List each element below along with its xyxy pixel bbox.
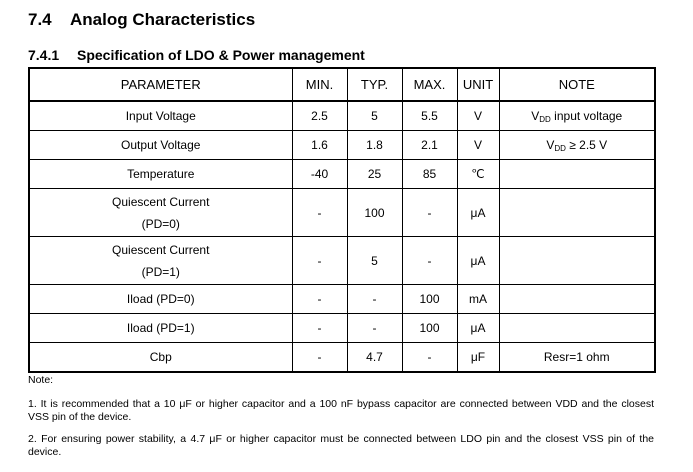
subsection-title: Specification of LDO & Power management	[77, 47, 365, 63]
note-text-suffix: input voltage	[550, 108, 623, 123]
table-row	[29, 343, 655, 373]
cell-unit: V	[457, 101, 499, 131]
cell-parameter	[29, 343, 292, 373]
cell-min: 2.5	[292, 101, 347, 131]
table-row	[29, 131, 655, 160]
header-parameter: PARAMETER	[29, 68, 292, 101]
note-subscript: DD	[539, 114, 551, 124]
header-min: MIN.	[292, 68, 347, 101]
parameter-line: Quiescent Current	[112, 242, 210, 257]
subsection-number: 7.4.1	[28, 47, 60, 63]
cell-parameter	[29, 285, 292, 314]
cell-note	[499, 101, 655, 131]
cell-min: -40	[292, 160, 347, 189]
table-body	[29, 101, 655, 372]
parameter-line: Output Voltage	[121, 138, 201, 152]
header-typ: TYP.	[347, 68, 402, 101]
cell-max: -	[402, 189, 457, 237]
cell-typ: 25	[347, 160, 402, 189]
note-text: V	[531, 108, 540, 123]
cell-note	[499, 285, 655, 314]
cell-max: 100	[402, 285, 457, 314]
cell-typ: 5	[347, 101, 402, 131]
parameter-line: Iload (PD=1)	[126, 321, 195, 335]
cell-unit: μA	[457, 314, 499, 343]
cell-typ: -	[347, 314, 402, 343]
cell-parameter	[29, 131, 292, 160]
table-row	[29, 314, 655, 343]
ldo-spec-table	[28, 67, 656, 373]
header-max: MAX.	[402, 68, 457, 101]
cell-max: 100	[402, 314, 457, 343]
note-item-1: 1. It is recommended that a 10 μF or higher capacitor and a 100 nF bypass capacitor are connected between VDD and the closest VSS pin of the device.	[28, 398, 654, 423]
note-text-suffix: ≥ 2.5 V	[565, 137, 608, 152]
cell-min: 1.6	[292, 131, 347, 160]
section-title: Analog Characteristics	[70, 10, 256, 29]
cell-parameter	[29, 189, 292, 237]
cell-min: -	[292, 237, 347, 285]
cell-max: 2.1	[402, 131, 457, 160]
header-unit: UNIT	[457, 68, 499, 101]
parameter-line: Quiescent Current	[112, 194, 210, 209]
cell-min: -	[292, 189, 347, 237]
header-note: NOTE	[499, 68, 655, 101]
cell-unit: μA	[457, 237, 499, 285]
table-row	[29, 237, 655, 285]
cell-note	[499, 314, 655, 343]
cell-note	[499, 237, 655, 285]
cell-typ: -	[347, 285, 402, 314]
cell-typ: 100	[347, 189, 402, 237]
parameter-line: (PD=1)	[141, 264, 180, 279]
cell-max: -	[402, 343, 457, 373]
parameter-line: Iload (PD=0)	[126, 292, 195, 306]
cell-parameter	[29, 160, 292, 189]
cell-min: -	[292, 343, 347, 373]
cell-typ: 4.7	[347, 343, 402, 373]
subsection-heading	[28, 47, 365, 63]
note-subscript: DD	[554, 143, 566, 153]
note-item-2: 2. For ensuring power stability, a 4.7 μF or higher capacitor must be connected between LDO pin and the closest VSS pin of the device.	[28, 433, 654, 458]
parameter-line: Input Voltage	[125, 109, 196, 123]
note-text: Resr=1 ohm	[543, 349, 610, 364]
section-heading	[28, 10, 255, 30]
table-row	[29, 285, 655, 314]
table-row	[29, 101, 655, 131]
note-label: Note:	[28, 374, 54, 386]
table-header-row	[29, 68, 655, 101]
section-number: 7.4	[28, 10, 52, 29]
table-row	[29, 160, 655, 189]
cell-parameter	[29, 101, 292, 131]
cell-note	[499, 189, 655, 237]
parameter-line: (PD=0)	[141, 216, 180, 231]
cell-min: -	[292, 285, 347, 314]
cell-note	[499, 343, 655, 373]
table-row	[29, 189, 655, 237]
note-text: V	[546, 137, 555, 152]
cell-unit: V	[457, 131, 499, 160]
cell-typ: 5	[347, 237, 402, 285]
cell-min: -	[292, 314, 347, 343]
parameter-line: Cbp	[149, 350, 172, 364]
cell-note	[499, 160, 655, 189]
cell-parameter	[29, 237, 292, 285]
cell-max: 5.5	[402, 101, 457, 131]
cell-max: 85	[402, 160, 457, 189]
cell-max: -	[402, 237, 457, 285]
cell-unit: μF	[457, 343, 499, 373]
cell-unit: ℃	[457, 160, 499, 189]
cell-typ: 1.8	[347, 131, 402, 160]
cell-unit: μA	[457, 189, 499, 237]
cell-unit: mA	[457, 285, 499, 314]
cell-note	[499, 131, 655, 160]
parameter-line: Temperature	[127, 167, 195, 181]
cell-parameter	[29, 314, 292, 343]
